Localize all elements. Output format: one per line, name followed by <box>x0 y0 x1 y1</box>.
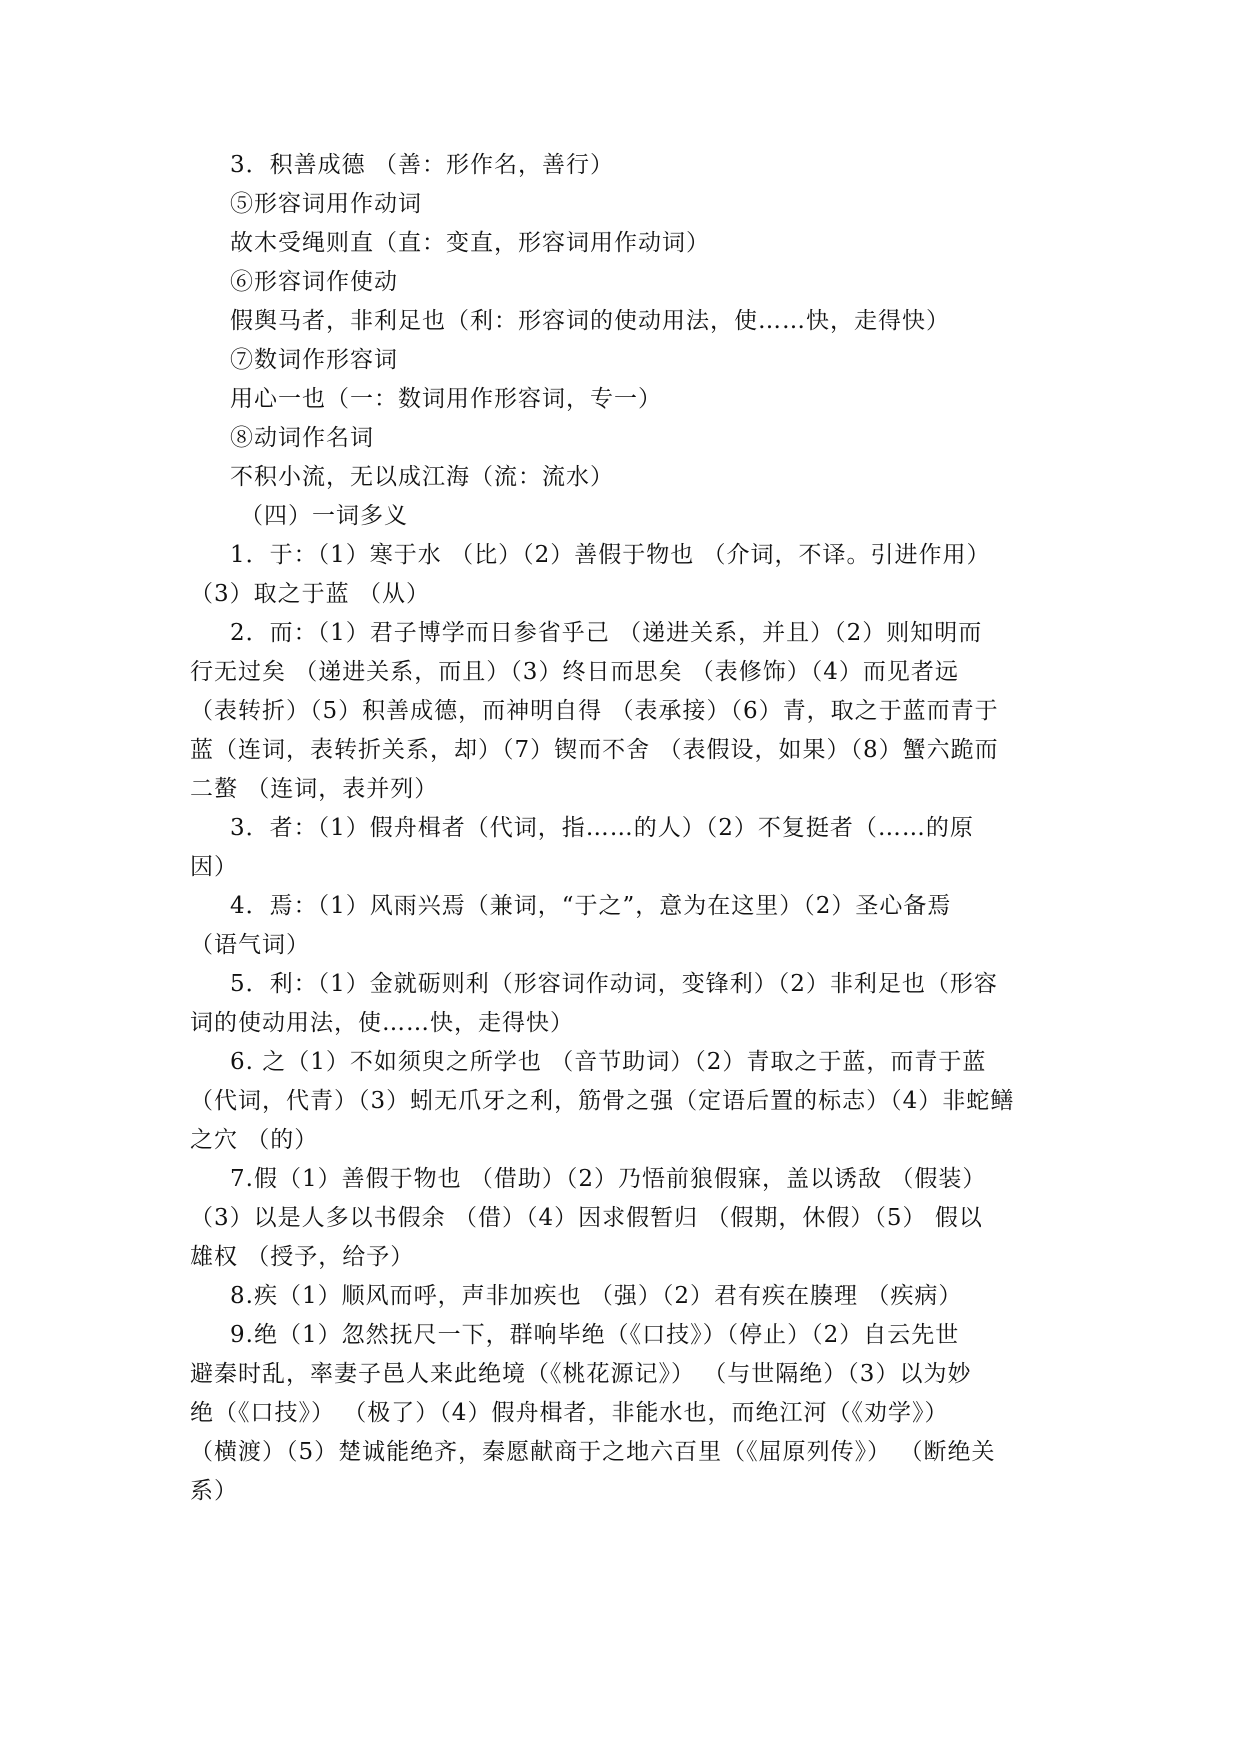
text-line: 5．利：（1）金就砺则利（形容词作动词，变锋利）（2）非利足也（形容 <box>230 971 998 997</box>
text-line: ⑧动词作名词 <box>230 425 374 451</box>
text-line: 蓝（连词，表转折关系，却）（7）锲而不舍 （表假设，如果）（8）蟹六跪而 <box>190 737 999 763</box>
text-line: （3）以是人多以书假余 （借）（4）因求假暂归 （假期，休假）（5） 假以 <box>190 1205 983 1231</box>
text-line: 不积小流，无以成江海（流：流水） <box>230 464 614 490</box>
text-line: （语气词） <box>190 932 310 958</box>
text-line: 用心一也（一：数词用作形容词，专一） <box>230 386 662 412</box>
text-line: 8.疾（1）顺风而呼，声非加疾也 （强）（2）君有疾在腠理 （疾病） <box>230 1283 963 1309</box>
document-body <box>190 146 1052 1511</box>
text-line: 7.假（1）善假于物也 （借助）（2）乃悟前狼假寐，盖以诱敌 （假装） <box>230 1166 987 1192</box>
text-line: 4．焉：（1）风雨兴焉（兼词，“于之”，意为在这里）（2）圣心备焉 <box>230 893 952 919</box>
text-line: 1．于：（1）寒于水 （比）（2）善假于物也 （介词，不译。引进作用） <box>230 542 991 568</box>
text-line: 避秦时乱，率妻子邑人来此绝境（《桃花源记》） （与世隔绝）（3）以为妙 <box>190 1361 972 1387</box>
text-line: 之穴 （的） <box>190 1127 319 1153</box>
text-line: 二螯 （连词，表并列） <box>190 776 439 802</box>
text-line: 行无过矣 （递进关系，而且）（3）终日而思矣 （表修饰）（4）而见者远 <box>190 659 959 685</box>
text-line: 9.绝（1）忽然抚尺一下，群响毕绝（《口技》）（停止）（2）自云先世 <box>230 1322 960 1348</box>
text-line: 故木受绳则直（直：变直，形容词用作动词） <box>230 230 710 256</box>
text-line: 因） <box>190 854 238 880</box>
text-line: 3．积善成德 （善：形作名，善行） <box>230 152 614 178</box>
text-line: 系） <box>190 1478 238 1504</box>
text-line: （横渡）（5）楚诚能绝齐，秦愿献商于之地六百里（《屈原列传》） （断绝关 <box>190 1439 996 1465</box>
text-line: （表转折）（5）积善成德，而神明自得 （表承接）（6）青，取之于蓝而青于 <box>190 698 999 724</box>
text-line: 2．而：（1）君子博学而日参省乎己 （递进关系，并且）（2）则知明而 <box>230 620 983 646</box>
text-line: 假舆马者，非利足也（利：形容词的使动用法，使……快，走得快） <box>230 308 950 334</box>
text-line: 绝（《口技》） （极了）（4）假舟楫者，非能水也，而绝江河（《劝学》） <box>190 1400 949 1426</box>
text-line: ⑥形容词作使动 <box>230 269 398 295</box>
text-line: 3．者：（1）假舟楫者（代词，指……的人）（2）不复挺者（……的原 <box>230 815 974 841</box>
text-line: （四）一词多义 <box>240 503 408 529</box>
text-line: 雄权 （授予，给予） <box>190 1244 415 1270</box>
text-line: ⑤形容词用作动词 <box>230 191 422 217</box>
text-line: 词的使动用法，使……快，走得快） <box>190 1010 574 1036</box>
text-line: 6. 之（1）不如须臾之所学也 （音节助词）（2）青取之于蓝，而青于蓝 <box>230 1049 987 1075</box>
text-line: ⑦数词作形容词 <box>230 347 398 373</box>
text-line: （3）取之于蓝 （从） <box>190 581 430 607</box>
text-line: （代词，代青）（3）蚓无爪牙之利，筋骨之强（定语后置的标志）（4）非蛇鳝 <box>190 1088 1015 1114</box>
